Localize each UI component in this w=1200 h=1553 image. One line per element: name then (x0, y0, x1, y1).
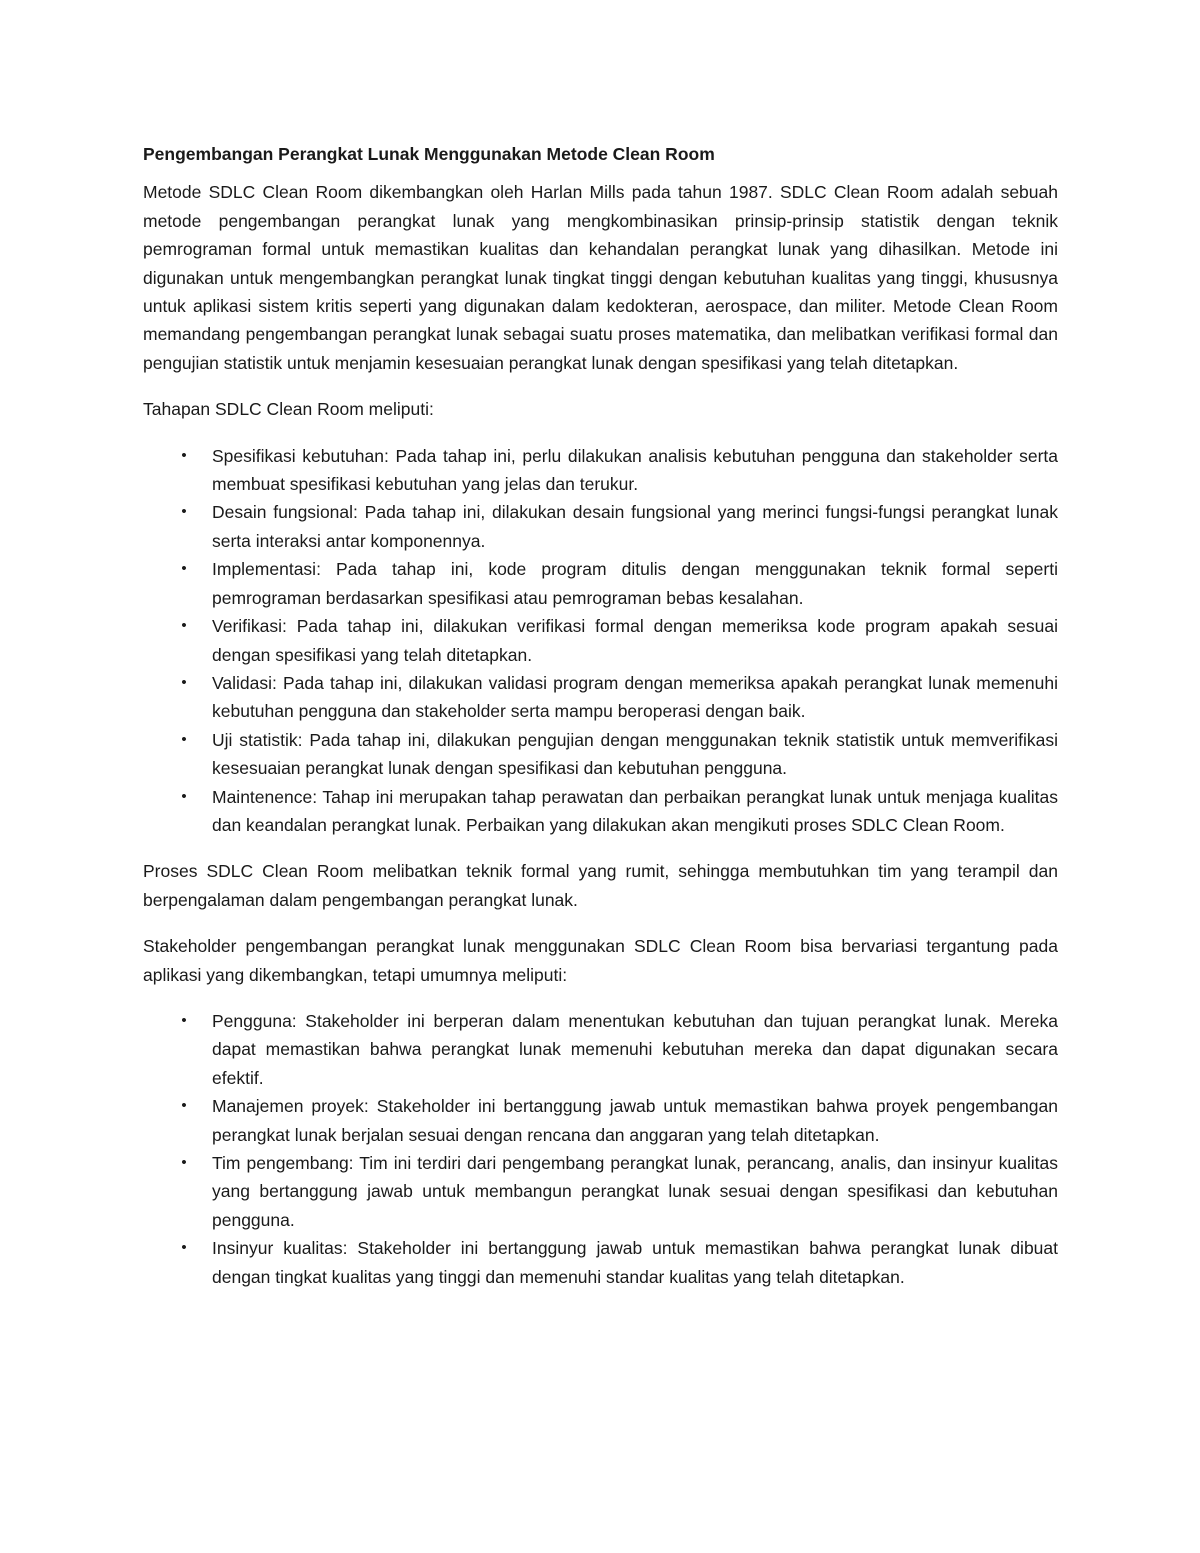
list-item-text: Pengguna: Stakeholder ini berperan dalam menentukan kebutuhan dan tujuan perangkat lunak. Mereka dapat memastikan bahwa perangkat lunak memenuhi kebutuhan mereka dan dapat digunakan secara efektif. (212, 1010, 1058, 1088)
stakeholders-list (143, 1007, 1058, 1291)
list-item-text: Implementasi: Pada tahap ini, kode program ditulis dengan menggunakan teknik formal seperti pemrograman berdasarkan spesifikasi atau pemrograman bebas kesalahan. (212, 559, 1058, 608)
list-item (143, 442, 1058, 499)
list-item (143, 669, 1058, 726)
bullet-icon: • (181, 446, 187, 464)
list-item-text: Tim pengembang: Tim ini terdiri dari pengembang perangkat lunak, perancang, analis, dan insinyur kualitas yang bertanggung jawab untuk membangun perangkat lunak sesuai dengan spesifikasi dan kebutuhan pengguna. (212, 1153, 1058, 1230)
stages-heading: Tahapan SDLC Clean Room meliputi: (143, 399, 434, 420)
bullet-icon: • (181, 503, 187, 521)
document-title: Pengembangan Perangkat Lunak Menggunakan Metode Clean Room (143, 144, 715, 164)
list-item (143, 1007, 1058, 1092)
bullet-icon: • (181, 617, 187, 635)
bullet-icon: • (181, 730, 187, 748)
list-item-text: Insinyur kualitas: Stakeholder ini bertanggung jawab untuk memastikan bahwa perangkat lunak dibuat dengan tingkat kualitas yang tinggi dan memenuhi standar kualitas yang telah ditetapkan. (212, 1238, 1058, 1287)
list-item (143, 612, 1058, 669)
bullet-icon: • (181, 1154, 187, 1171)
intro-paragraph: Metode SDLC Clean Room dikembangkan oleh Harlan Mills pada tahun 1987. SDLC Clean Room adalah sebuah metode pengembangan perangkat lunak yang mengkombinasikan prinsip-prinsip statistik dengan teknik pemrograman formal untuk memastikan kualitas dan kehandalan perangkat lunak yang dihasilkan. Metode ini digunakan untuk mengembangkan perangkat lunak tingkat tinggi dengan kebutuhan kualitas yang tinggi, khususnya untuk aplikasi sistem kritis seperti yang digunakan dalam kedokteran, aerospace, dan militer. Metode Clean Room memandang pengembangan perangkat lunak sebagai suatu proses matematika, dan melibatkan verifikasi formal dan pengujian statistik untuk menjamin kesesuaian perangkat lunak dengan spesifikasi yang telah ditetapkan. (143, 182, 1058, 373)
list-item-text: Spesifikasi kebutuhan: Pada tahap ini, perlu dilakukan analisis kebutuhan pengguna dan stakeholder serta membuat spesifikasi kebutuhan yang jelas dan terukur. (212, 445, 1058, 495)
list-item-text: Desain fungsional: Pada tahap ini, dilakukan desain fungsional yang merinci fungsi-fungsi perangkat lunak serta interaksi antar komponennya. (212, 502, 1058, 551)
list-item (143, 555, 1058, 612)
list-item (143, 1092, 1058, 1149)
list-item (143, 1234, 1058, 1291)
list-item (143, 1149, 1058, 1234)
process-paragraph: Proses SDLC Clean Room melibatkan teknik formal yang rumit, sehingga membutuhkan tim yang terampil dan berpengalaman dalam pengembangan perangkat lunak. (143, 861, 1058, 910)
list-item (143, 726, 1058, 783)
list-item (143, 498, 1058, 555)
stages-list (143, 442, 1058, 840)
list-item-text: Validasi: Pada tahap ini, dilakukan validasi program dengan memeriksa apakah perangkat lunak memenuhi kebutuhan pengguna dan stakeholder serta mampu beroperasi dengan baik. (212, 672, 1058, 722)
list-item-text: Manajemen proyek: Stakeholder ini bertanggung jawab untuk memastikan bahwa proyek pengembangan perangkat lunak berjalan sesuai dengan rencana dan anggaran yang telah ditetapkan. (212, 1096, 1058, 1145)
list-item (143, 783, 1058, 840)
bullet-icon: • (181, 1011, 187, 1029)
bullet-icon: • (181, 560, 187, 578)
document-page (143, 140, 1058, 1309)
stakeholder-paragraph: Stakeholder pengembangan perangkat lunak menggunakan SDLC Clean Room bisa bervariasi tergantung pada aplikasi yang dikembangkan, tetapi umumnya meliputi: (143, 936, 1058, 985)
bullet-icon: • (181, 787, 187, 805)
bullet-icon: • (181, 673, 187, 691)
list-item-text: Verifikasi: Pada tahap ini, dilakukan verifikasi formal dengan memeriksa kode program apakah sesuai dengan spesifikasi yang telah ditetapkan. (212, 616, 1058, 665)
list-item-text: Uji statistik: Pada tahap ini, dilakukan pengujian dengan menggunakan teknik statistik untuk memverifikasi kesesuaian perangkat lunak dengan spesifikasi dan kebutuhan pengguna. (212, 729, 1058, 779)
bullet-icon: • (181, 1097, 187, 1115)
bullet-icon: • (181, 1239, 187, 1257)
list-item-text: Maintenence: Tahap ini merupakan tahap perawatan dan perbaikan perangkat lunak untuk menjaga kualitas dan keandalan perangkat lunak. Perbaikan yang dilakukan akan mengikuti proses SDLC Clean Room. (212, 786, 1058, 835)
